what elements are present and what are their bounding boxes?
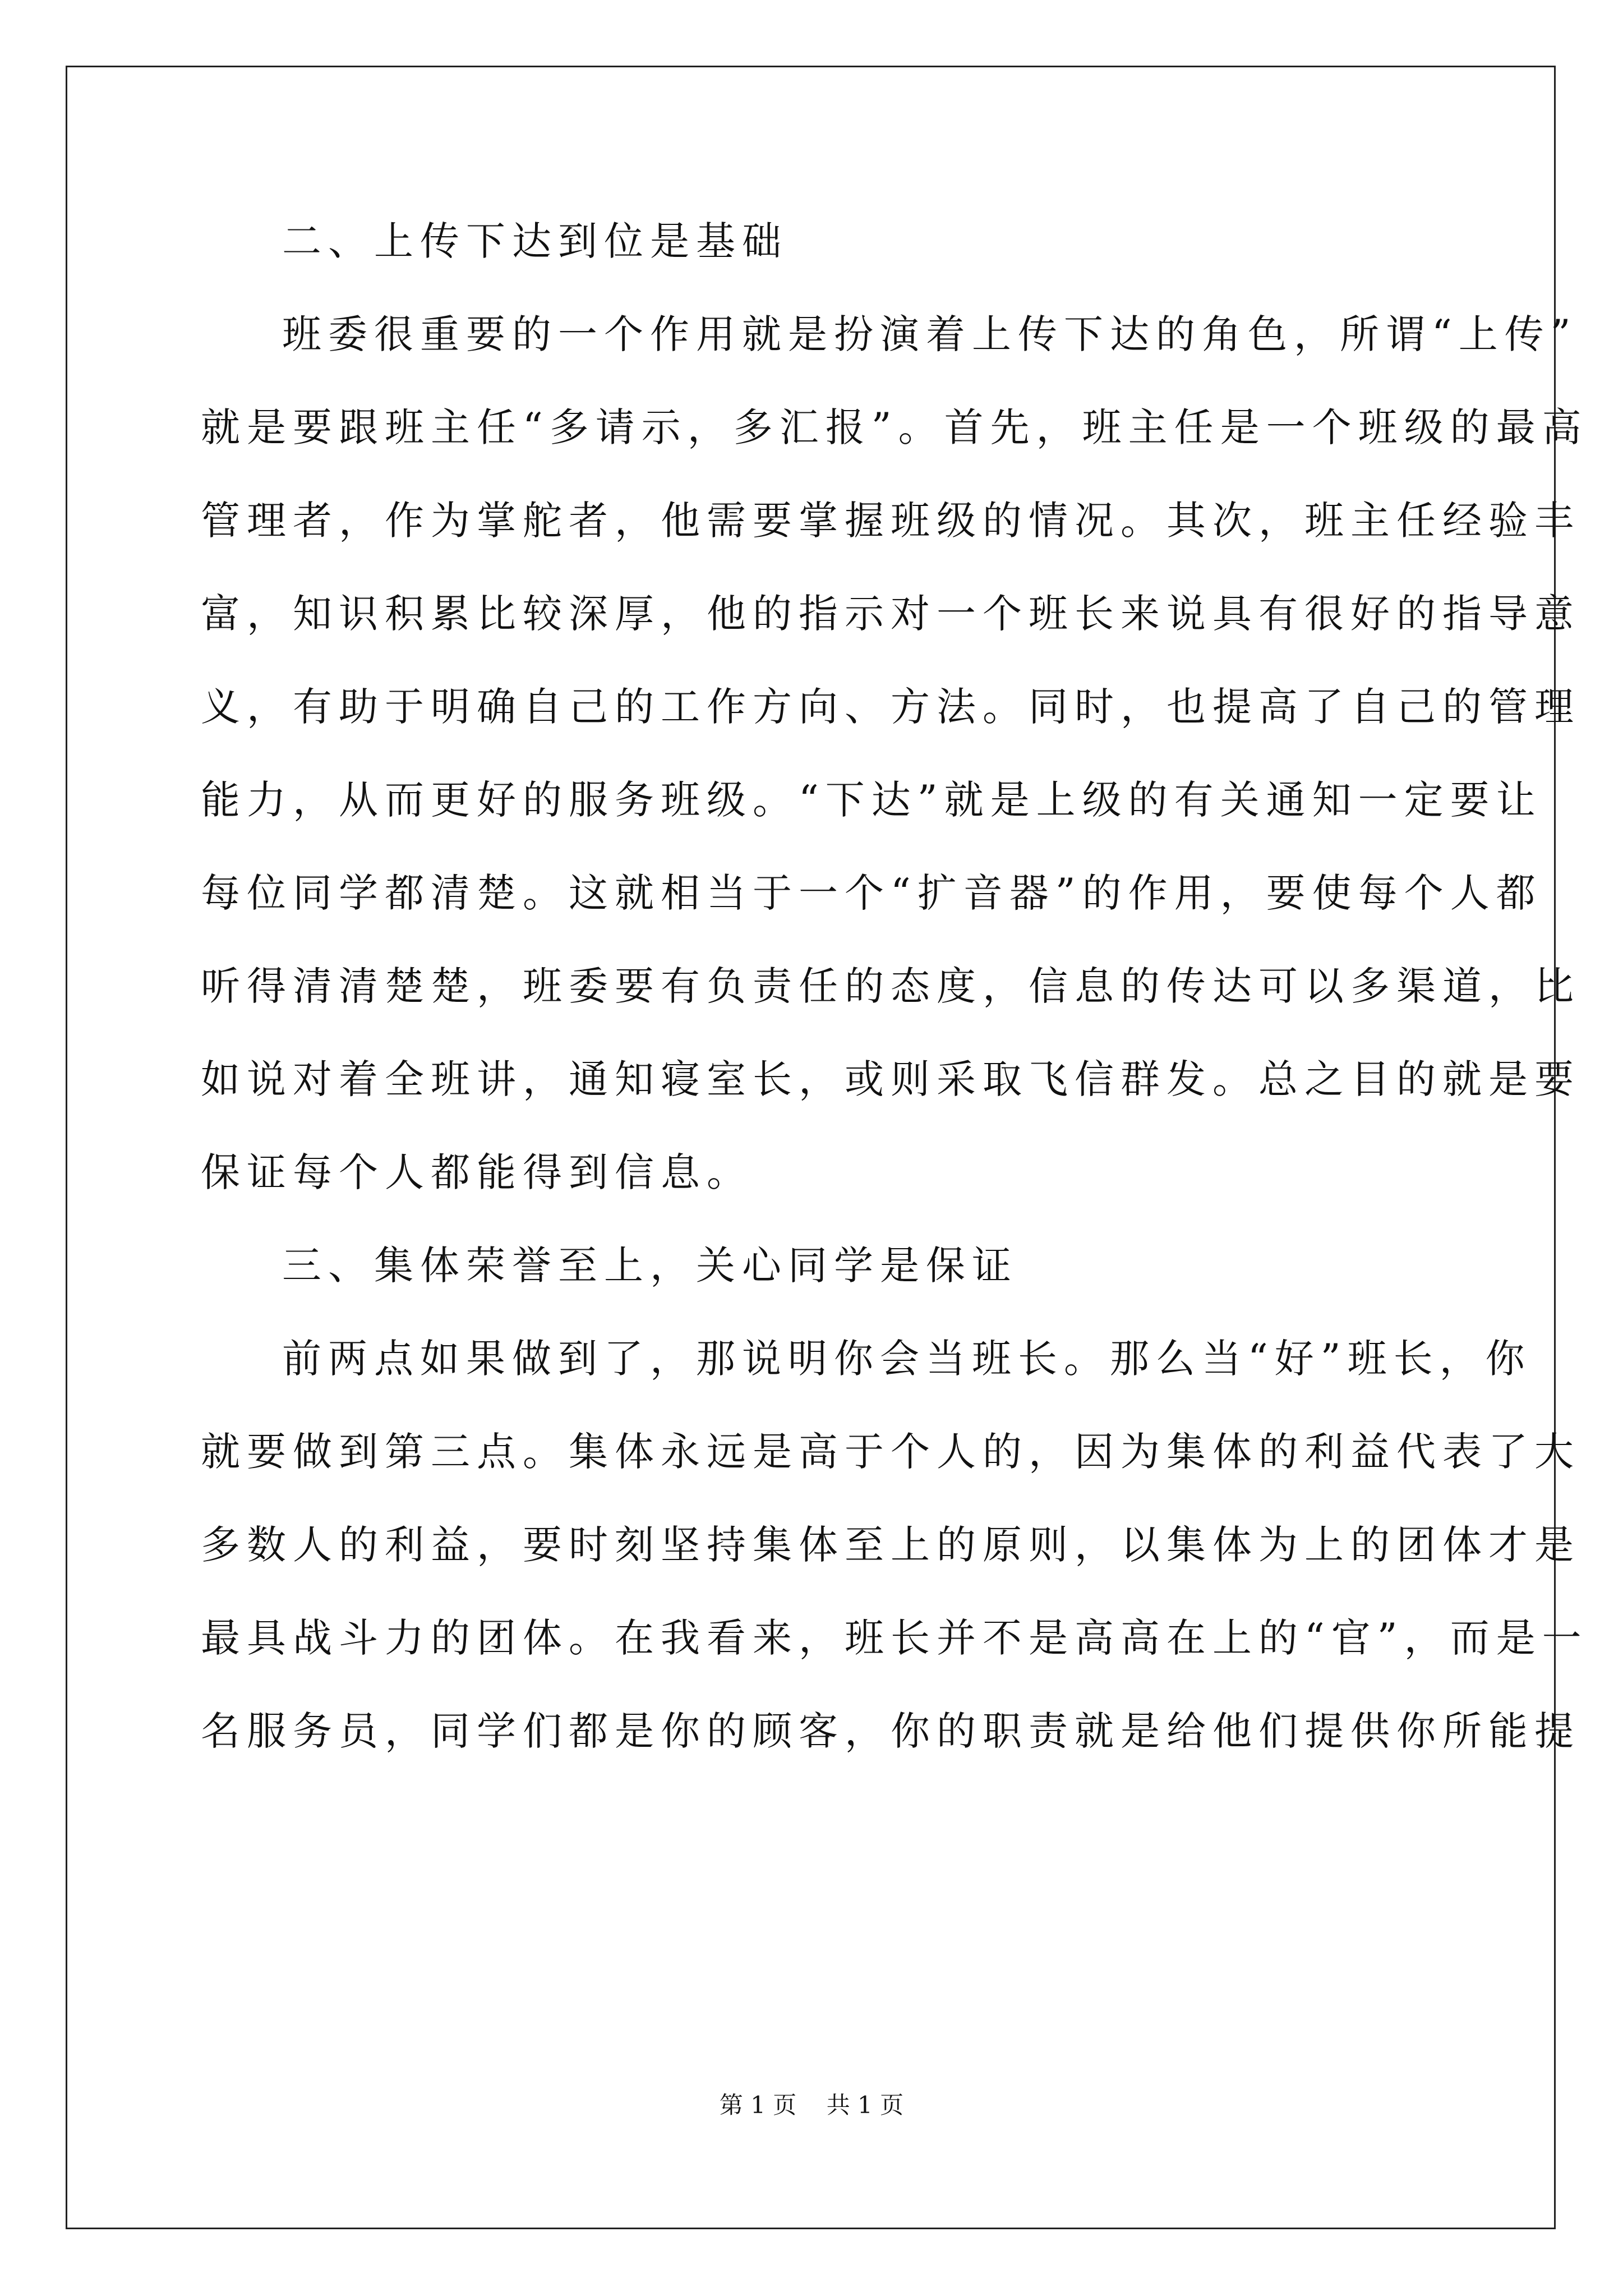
paragraph-line: 如说对着全班讲，通知寝室长，或则采取飞信群发。总之目的就是要: [201, 1056, 1580, 1102]
paragraph-line: 前两点如果做到了，那说明你会当班长。那么当“好”班长，你: [282, 1336, 1532, 1382]
paragraph-line: 名服务员，同学们都是你的顾客，你的职责就是给他们提供你所能提: [201, 1708, 1580, 1754]
section-heading: 二、上传下达到位是基础: [282, 218, 788, 264]
paragraph-line: 班委很重要的一个作用就是扮演着上传下达的角色，所谓“上传”: [282, 311, 1578, 357]
paragraph-line: 最具战斗力的团体。在我看来，班长并不是高高在上的“官”，而是一: [201, 1615, 1588, 1661]
paragraph-line: 义，有助于明确自己的工作方向、方法。同时，也提高了自己的管理: [201, 684, 1580, 730]
paragraph-line: 就要做到第三点。集体永远是高于个人的，因为集体的利益代表了大: [201, 1429, 1580, 1475]
paragraph-line: 每位同学都清楚。这就相当于一个“扩音器”的作用，要使每个人都: [201, 870, 1542, 916]
paragraph-line: 富，知识积累比较深厚，他的指示对一个班长来说具有很好的指导意: [201, 591, 1580, 637]
paragraph-line: 管理者，作为掌舵者，他需要掌握班级的情况。其次，班主任经验丰: [201, 498, 1580, 544]
document-body: [201, 218, 1588, 1805]
paragraph-line: 就是要跟班主任“多请示，多汇报”。首先，班主任是一个班级的最高: [201, 404, 1588, 450]
paragraph-line: 听得清清楚楚，班委要有负责任的态度，信息的传达可以多渠道，比: [201, 963, 1580, 1009]
paragraph-line: 能力，从而更好的服务班级。“下达”就是上级的有关通知一定要让: [201, 777, 1542, 823]
page-number-footer: 第 1 页 共 1 页: [719, 2091, 904, 2119]
paragraph-line: 保证每个人都能得到信息。: [201, 1149, 753, 1195]
paragraph-line: 多数人的利益，要时刻坚持集体至上的原则，以集体为上的团体才是: [201, 1522, 1580, 1568]
section-heading: 三、集体荣誉至上，关心同学是保证: [282, 1243, 1018, 1289]
